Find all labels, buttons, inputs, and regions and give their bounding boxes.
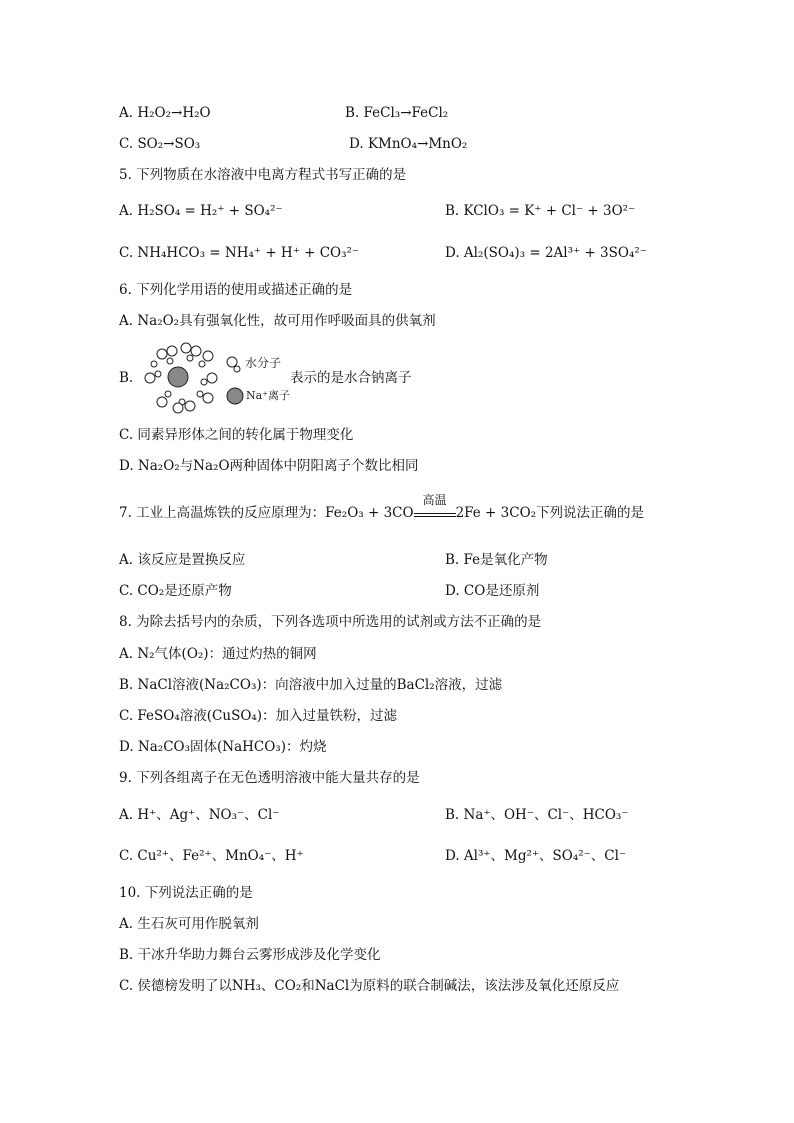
q4-option-d: D. KMnO₄→MnO₂	[349, 136, 468, 152]
q9-option-b: B. Na⁺、OH⁻、Cl⁻、HCO₃⁻	[445, 807, 629, 823]
q7-stem: 7. 工业上高温炼铁的反应原理为：Fe₂O₃ + 3CO 高温 2Fe + 3CO₂下列说法正确的是	[119, 493, 645, 521]
q9-option-c: C. Cu²⁺、Fe²⁺、MnO₄⁻、H⁺	[119, 848, 304, 864]
q7-equation-right: 2Fe + 3CO₂	[455, 505, 537, 521]
q5-option-d: D. Al₂(SO₄)₃ = 2Al³⁺ + 3SO₄²⁻	[445, 245, 647, 261]
q6-option-b-text: 表示的是水合钠离子	[290, 370, 412, 386]
q6-option-d: D. Na₂O₂与Na₂O两种固体中阴阳离子个数比相同	[119, 458, 419, 474]
q8-stem: 8. 为除去括号内的杂质，下列各选项中所选用的试剂或方法不正确的是	[119, 614, 542, 630]
q6-option-a: A. Na₂O₂具有强氧化性，故可用作呼吸面具的供氧剂	[119, 313, 436, 329]
q9-stem: 9. 下列各组离子在无色透明溶液中能大量共存的是	[119, 770, 420, 786]
q8-option-a: A. N₂气体(O₂)：通过灼热的铜网	[119, 646, 317, 662]
hydrated-sodium-ion-figure	[140, 342, 430, 414]
q7-option-a: A. 该反应是置换反应	[119, 552, 246, 568]
legend-sodium-ion: Na⁺离子	[246, 389, 290, 402]
q4-option-b: B. FeCl₃→FeCl₂	[345, 105, 449, 121]
q9-option-a: A. H⁺、Ag⁺、NO₃⁻、Cl⁻	[119, 807, 280, 823]
q6-stem: 6. 下列化学用语的使用或描述正确的是	[119, 282, 353, 298]
q4-option-a: A. H₂O₂→H₂O	[119, 105, 211, 121]
reaction-arrow: 高温	[414, 505, 456, 517]
q10-option-a: A. 生石灰可用作脱氧剂	[119, 916, 259, 932]
q10-option-c: C. 侯德榜发明了以NH₃、CO₂和NaCl为原料的联合制碱法，该法涉及氧化还原反应	[119, 978, 620, 994]
q6-option-b-label: B.	[119, 370, 134, 386]
q5-stem: 5. 下列物质在水溶液中电离方程式书写正确的是	[119, 167, 407, 183]
q9-option-d: D. Al³⁺、Mg²⁺、SO₄²⁻、Cl⁻	[445, 848, 627, 864]
q7-option-d: D. CO是还原剂	[445, 583, 540, 599]
q7-option-b: B. Fe是氧化产物	[445, 552, 548, 568]
q8-option-c: C. FeSO₄溶液(CuSO₄)：加入过量铁粉，过滤	[119, 708, 398, 724]
q7-equation-left: Fe₂O₃ + 3CO	[325, 505, 414, 521]
q8-option-d: D. Na₂CO₃固体(NaHCO₃)：灼烧	[119, 739, 327, 755]
q7-option-c: C. CO₂是还原产物	[119, 583, 232, 599]
q5-option-c: C. NH₄HCO₃ = NH₄⁺ + H⁺ + CO₃²⁻	[119, 245, 360, 261]
q10-stem: 10. 下列说法正确的是	[119, 885, 253, 901]
legend-water-molecule: 水分子	[245, 356, 282, 370]
q4-option-c: C. SO₂→SO₃	[119, 136, 201, 152]
q5-option-b: B. KClO₃ = K⁺ + Cl⁻ + 3O²⁻	[445, 203, 636, 219]
q6-option-c: C. 同素异形体之间的转化属于物理变化	[119, 427, 354, 443]
q10-option-b: B. 干冰升华助力舞台云雾形成涉及化学变化	[119, 947, 381, 963]
q5-option-a: A. H₂SO₄ = H₂⁺ + SO₄²⁻	[119, 203, 283, 219]
q8-option-b: B. NaCl溶液(Na₂CO₃)：向溶液中加入过量的BaCl₂溶液，过滤	[119, 677, 503, 693]
